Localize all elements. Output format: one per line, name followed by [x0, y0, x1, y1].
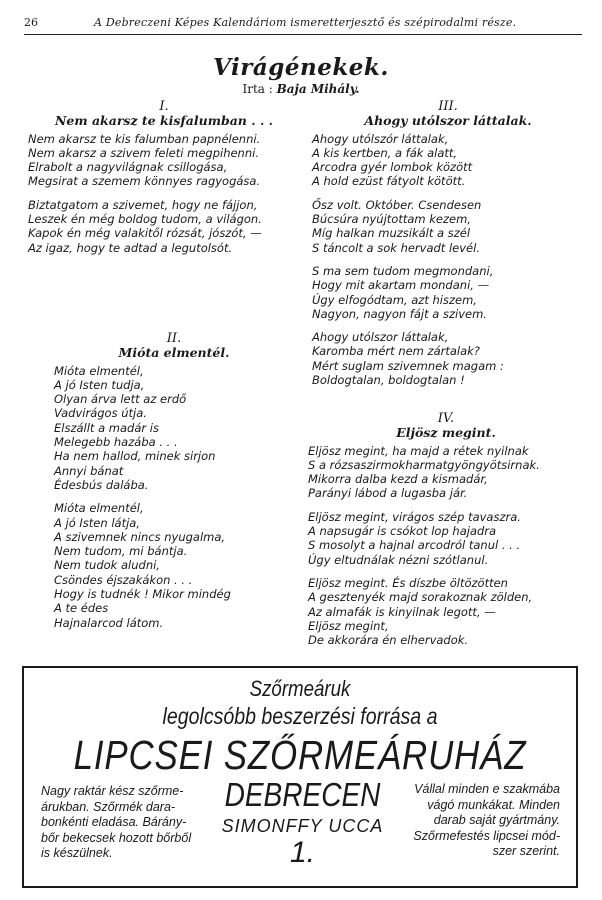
poem-line: Hogy is tudnék ! Mikor mindég	[54, 587, 231, 602]
poem-line: Nagyon, nagyon fájt a szivem.	[312, 306, 487, 321]
poem-line: A jó Isten tudja,	[54, 377, 145, 392]
poem-line: S táncolt a sok hervadt levél.	[312, 240, 480, 255]
poem-numeral: II.	[166, 331, 182, 346]
poem-line: A hold ezüst fátyolt kötött.	[312, 174, 466, 189]
poem-line: Arcodra gyér lombok között	[312, 160, 473, 175]
poem-line: Az almafák is kinyilnak legott, —	[308, 604, 496, 619]
poem-line: Ahogy utólszor láttalak,	[312, 330, 449, 345]
poem-line: Elrabolt a nagyvilágnak csillogása,	[28, 160, 228, 175]
poem-line: Boldogtalan, boldogtalan !	[312, 373, 465, 388]
poem-line: De akkorára én elhervadok.	[308, 633, 469, 648]
ad-street-number: 1.	[289, 836, 316, 869]
ad-text-line: Szőrmefestés lipcsei mód-	[413, 828, 560, 843]
poem-line: Mióta elmentél,	[54, 501, 144, 516]
poem-line: Megsirat a szemem könnyes ragyogása.	[28, 174, 261, 189]
ad-right-text	[395, 782, 560, 860]
poem-title: Nem akarsz te kisfalumban . . .	[55, 113, 273, 129]
poem-numeral: III.	[438, 99, 458, 114]
ad-line-1: Szőrmeáruk	[249, 676, 351, 701]
poem-line: Melegebb hazába . . .	[54, 435, 178, 450]
ad-text-line: bonkénti eladása. Bárány-	[41, 815, 187, 829]
page-number: 26	[24, 16, 38, 29]
article-title: Virágénekek.	[213, 54, 389, 81]
ad-left-text	[41, 784, 206, 862]
poem-title: Mióta elmentél.	[118, 345, 230, 361]
poem-line: Nem akarsz te kis falumban papnélenni.	[28, 131, 261, 146]
poem-2	[54, 332, 294, 630]
byline	[0, 82, 602, 96]
poem-line: Búcsúra nyújtottam kezem,	[312, 212, 471, 227]
poem-line: Biztatgatom a szivemet, hogy ne fájjon,	[28, 197, 258, 212]
poem-title: Eljösz megint.	[396, 425, 496, 441]
ad-store-name: LIPCSEI SZŐRMEÁRUHÁZ	[73, 732, 527, 778]
poem-line: Mért suglam szivemnek magam :	[312, 358, 504, 373]
poem-line: Édesbús dalába.	[54, 477, 149, 492]
ad-city: DEBRECEN	[224, 776, 381, 813]
poem-line: Mióta elmentél,	[54, 363, 144, 378]
poem-3	[312, 100, 584, 387]
ad-text-line: bőr bekecsek hozott bőrből	[41, 830, 192, 845]
page-header	[24, 14, 582, 35]
ad-text-line: szer szerint.	[492, 844, 560, 858]
running-title: A Debreczeni Képes Kalendáriom ismeretterjesztő és szépirodalmi része.	[94, 16, 517, 29]
poem-numeral: IV.	[437, 411, 455, 426]
ad-text-line: darab saját gyártmány.	[433, 813, 560, 827]
poem-line: Mikorra dalba kezd a kismadár,	[308, 472, 488, 487]
poem-line: Ha nem hallod, minek sirjon	[54, 449, 216, 464]
poem-line: Eljösz megint,	[308, 618, 389, 633]
poem-line: Ahogy utólszór láttalak,	[312, 131, 449, 146]
poem-line: Csöndes éjszakákon . . .	[54, 572, 193, 587]
poem-line: Míg halkan muzsikált a szél	[312, 226, 471, 241]
poem-line: Nem akarsz a szivem feleti megpihenni.	[28, 145, 259, 160]
poem-line: Nem tudom, mi bántja.	[54, 544, 188, 559]
poem-line: Leszek én még boldog tudom, a világon.	[28, 212, 262, 227]
poem-line: Elszállt a madár is	[54, 420, 159, 435]
ad-street: SIMONFFY UCCA	[221, 816, 384, 836]
poem-line: Hajnalarcod látom.	[54, 615, 164, 630]
fur-store-advertisement	[22, 666, 578, 888]
poem-line: Az igaz, hogy te adtad a legutolsót.	[28, 240, 233, 255]
poem-line: A szivemnek nincs nyugalma,	[54, 529, 226, 544]
poem-line: Nem tudok aludni,	[54, 558, 160, 573]
poem-line: A jó Isten látja,	[54, 515, 140, 530]
poem-1	[28, 100, 300, 255]
poem-4	[308, 412, 584, 647]
poem-numeral: I.	[159, 99, 169, 114]
poem-line: Hogy mit akartam mondani, —	[312, 278, 490, 293]
poem-line: A kis kertben, a fák alatt,	[312, 145, 458, 160]
ad-text-line: is készülnek.	[41, 846, 113, 860]
ad-text-line: Vállal minden e szakmába	[414, 782, 560, 796]
poem-line: Úgy elfogódtam, azt hiszem,	[312, 292, 477, 307]
ad-text-line: Nagy raktár kész szőrme-	[41, 784, 184, 798]
poem-line: Eljösz megint, virágos szép tavaszra.	[308, 509, 521, 524]
poem-line: Vadvirágos útja.	[54, 406, 147, 421]
byline-prefix: Irta :	[242, 82, 273, 96]
poem-line: Olyan árva lett az erdő	[54, 392, 187, 407]
ad-text-line: árukban. Szőrmék dara-	[41, 799, 176, 814]
author-name: Baja Mihály.	[276, 82, 360, 96]
poem-line: S a rózsaszirmokharmatgyöngyötsirnak.	[308, 457, 540, 472]
poem-line: A napsugár is csókot lop hajadra	[308, 524, 497, 539]
ad-text-line: vágó munkákat. Minden	[427, 797, 560, 812]
poem-line: Eljösz megint. És díszbe öltözötten	[308, 575, 508, 590]
poem-line: A te édes	[54, 601, 109, 616]
poem-line: Eljösz megint, ha majd a rétek nyilnak	[308, 443, 529, 458]
poem-line: S mosolyt a hajnal arcodról tanul . . .	[308, 538, 521, 553]
ad-line-2: legolcsóbb beszerzési forrása a	[162, 703, 438, 729]
poem-line: Karomba mért nem zártalak?	[312, 344, 480, 359]
poem-line: Ősz volt. Október. Csendesen	[312, 197, 482, 212]
poem-line: Kapok én még valakitől rózsát, jószót, —	[28, 226, 262, 241]
poem-line: Parányi lábod a lugasba jár.	[308, 486, 468, 501]
poem-title: Ahogy utólszor láttalak.	[364, 113, 532, 129]
poem-line: A gesztenyék majd sorakoznak zölden,	[308, 590, 533, 605]
poem-line: Úgy eltudnálak nézni szótlanul.	[308, 552, 489, 567]
poem-line: Annyi bánat	[54, 463, 124, 478]
poem-line: S ma sem tudom megmondani,	[312, 263, 494, 278]
